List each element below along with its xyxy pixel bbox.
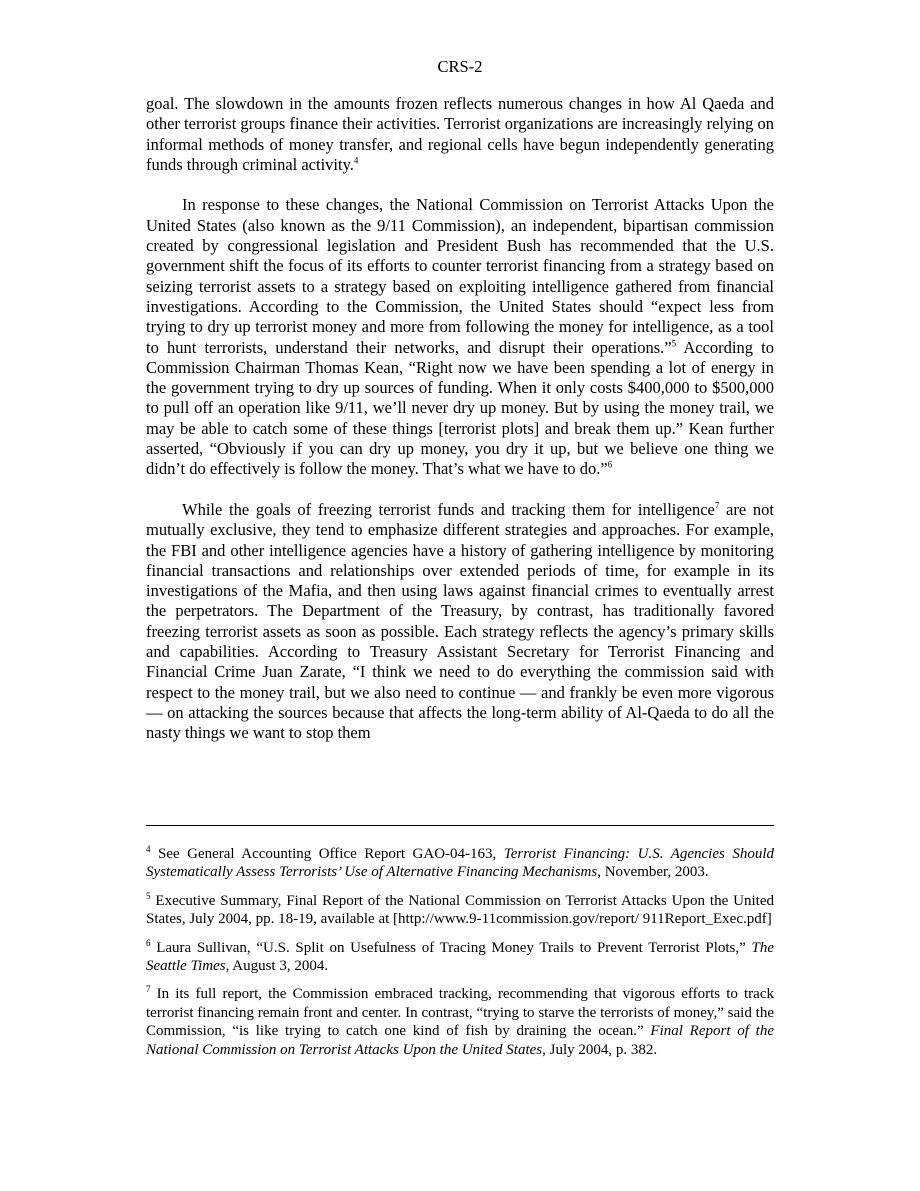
paragraph-2-text-a: In response to these changes, the National Commission on Terrorist Attacks Upon the United States (also known as the 9/11 Commission), an independent, bipartisan commission created by congressional legislation and President Bush has recommended that the U.S. government shift the focus of its efforts to counter terrorist financing from a strategy based on seizing terrorist assets to a strategy based on exploiting intelligence gathered from financial investigations. According to the Commission, the United States should “expect less from trying to dry up terrorist money and more from following the money for intelligence, as a tool to hunt terrorists, understand their networks, and disrupt their operations.”	[146, 195, 774, 357]
footnote-number: 5	[146, 890, 151, 901]
footnote-title: The Seattle Times	[146, 939, 774, 975]
footnote-ref-5: 5	[671, 338, 677, 349]
footnote-text: In its full report, the Commission embraced tracking, recommending that vigorous efforts to track terrorist financing remain front and center. In contrast, “trying to starve the terrorists of money,” said the Commission, “is like trying to catch one kind of fish by draining the ocean.”	[146, 986, 774, 1040]
page-header: CRS-2	[437, 57, 483, 76]
footnote-text: , August 3, 2004.	[225, 958, 329, 975]
footnote-text: July 2004, p. 382.	[545, 1041, 658, 1058]
paragraph-3-text-a: While the goals of freezing terrorist funds and tracking them for intelligence	[182, 499, 715, 519]
footnote-6	[146, 939, 774, 976]
footnote-5	[146, 892, 774, 929]
footnote-number: 4	[146, 844, 151, 854]
paragraph-3-text-b: are not mutually exclusive, they tend to emphasize different strategies and approaches. For example, the FBI and other intelligence agencies have a history of gathering intelligence by monitoring financial transactions and relationships over extended periods of time, for example in its investigations of the Mafia, and then using laws against financial crimes to eventually arrest the perpetrators. The Department of the Treasury, by contrast, has traditionally favored freezing terrorist assets as soon as possible. Each strategy reflects the agency’s primary skills and capabilities. According to Treasury Assistant Secretary for Terrorist Financing and Financial Crime Juan Zarate, “I think we need to do everything the commission said with respect to the money trail, but we also need to continue — and frankly be even more vigorous — on attacking the sources because that affects the long-term ability of Al-Qaeda to do all the nasty things we want to stop them	[146, 499, 774, 743]
footnote-number: 7	[146, 984, 151, 995]
paragraph-1-text: goal. The slowdown in the amounts frozen reflects numerous changes in how Al Qaeda and other terrorist groups finance their activities. Terrorist organizations are increasingly relying on informal methods of money transfer, and regional cells have begun independently generating funds through criminal activity.	[146, 94, 774, 174]
footnote-title: Final Report of the National Commission on Terrorist Attacks Upon the United States,	[146, 1023, 774, 1058]
footnote-text: , November, 2003.	[597, 864, 709, 881]
footnote-ref-7: 7	[714, 500, 720, 511]
footnote-text: See General Accounting Office Report GAO-04-163,	[150, 846, 504, 862]
footnote-divider	[146, 825, 774, 826]
footnote-number: 6	[146, 937, 151, 948]
paragraph-2	[146, 195, 774, 479]
paragraph-3	[146, 500, 774, 744]
footnote-title: Terrorist Financing: U.S. Agencies Should Systematically Assess Terrorists’ Use of Alternative Financing Mechanisms	[146, 846, 774, 881]
footnote-7	[146, 985, 774, 1059]
paragraph-1	[146, 94, 774, 175]
footnote-ref-4: 4	[353, 155, 359, 166]
footnotes	[146, 845, 774, 1069]
footnote-text: Laura Sullivan, “U.S. Split on Usefulness of Tracing Money Trails to Prevent Terrorist Plots,”	[150, 939, 752, 956]
paragraph-2-text-b: According to Commission Chairman Thomas Kean, “Right now we have been spending a lot of energy in the government trying to dry up sources of funding. When it only costs $400,000 to $500,000 to pull off an operation like 9/11, we’ll never dry up money. But by using the money trail, we may be able to catch some of these things [terrorist plots] and break them up.” Kean further asserted, “Obviously if you can dry up money, you dry it up, but we believe one thing we didn’t do effectively is follow the money. That’s what we have to do.”	[146, 337, 774, 479]
footnote-4	[146, 845, 774, 882]
footnote-text: Executive Summary, Final Report of the National Commission on Terrorist Attacks Upon the United States, July 2004, pp. 18-19, available at [http://www.9-11commission.gov/report/ 911Report_Exec.pdf]	[146, 892, 774, 928]
body-text	[146, 94, 774, 744]
footnote-ref-6: 6	[607, 459, 613, 470]
